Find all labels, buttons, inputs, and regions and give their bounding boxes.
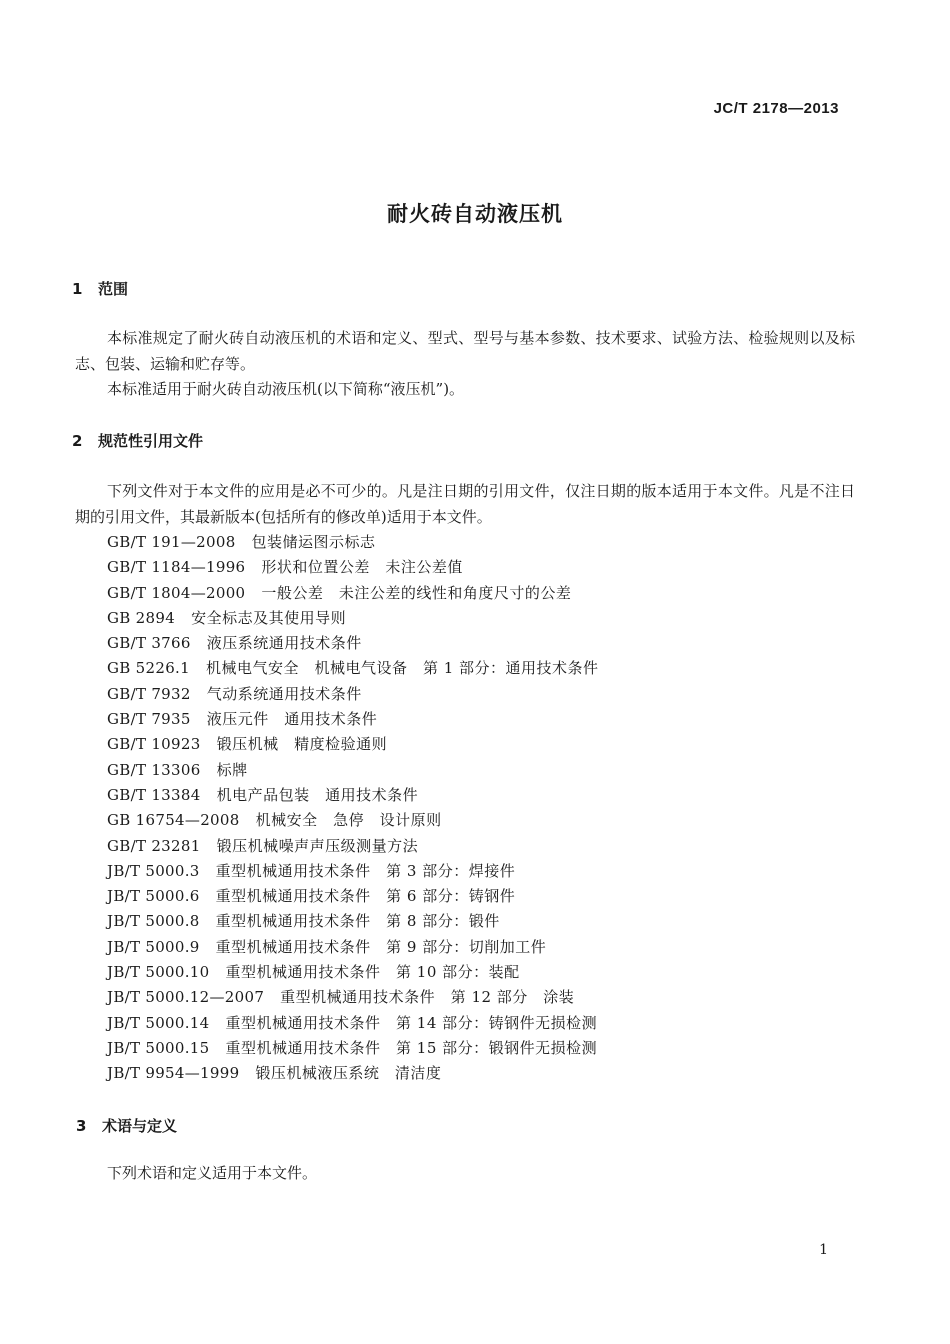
reference-code: GB/T 10923 [107, 735, 201, 754]
reference-item [107, 707, 599, 732]
reference-item [107, 960, 599, 985]
reference-title: 重型机械通用技术条件 第 10 部分：装配 [225, 963, 520, 982]
section-heading-scope [72, 278, 128, 299]
section-heading-terms-definitions [76, 1115, 177, 1136]
section-number: 1 [72, 280, 83, 298]
reference-code: GB/T 3766 [107, 634, 191, 653]
reference-code: GB/T 23281 [107, 836, 201, 855]
page-number: 1 [819, 1242, 828, 1258]
reference-title: 重型机械通用技术条件 第 6 部分：铸钢件 [215, 887, 516, 906]
reference-title: 重型机械通用技术条件 第 9 部分：切削加工件 [215, 937, 547, 956]
reference-code: JB/T 5000.8 [107, 912, 200, 931]
reference-code: JB/T 5000.12—2007 [107, 988, 265, 1007]
reference-item [107, 909, 599, 934]
reference-title: 液压系统通用技术条件 [206, 634, 362, 653]
reference-code: GB/T 7932 [107, 684, 191, 703]
reference-code: GB/T 13384 [107, 785, 201, 804]
reference-code: JB/T 5000.3 [107, 861, 200, 880]
reference-title: 重型机械通用技术条件 第 3 部分：焊接件 [215, 861, 516, 880]
reference-item [107, 631, 599, 656]
reference-item [107, 859, 599, 884]
reference-item [107, 530, 599, 555]
section-title: 术语与定义 [102, 1117, 178, 1135]
section-title: 规范性引用文件 [98, 432, 204, 450]
reference-title: 重型机械通用技术条件 第 14 部分：铸钢件无损检测 [225, 1013, 598, 1032]
reference-code: GB/T 13306 [107, 760, 201, 779]
reference-title: 液压元件 通用技术条件 [206, 710, 378, 729]
paragraph: 本标准规定了耐火砖自动液压机的术语和定义、型式、型号与基本参数、技术要求、试验方法、检验规则以及标志、包装、运输和贮存等。 [75, 329, 855, 373]
reference-code: GB 2894 [107, 608, 176, 627]
reference-item [107, 1061, 599, 1086]
reference-title: 重型机械通用技术条件 第 12 部分 涂装 [280, 988, 575, 1007]
reference-item [107, 555, 599, 580]
reference-title: 机械电气安全 机械电气设备 第 1 部分：通用技术条件 [205, 659, 599, 678]
section-heading-normative-references [72, 430, 203, 451]
reference-title: 机电产品包装 通用技术条件 [216, 785, 419, 804]
reference-title: 安全标志及其使用导则 [191, 608, 347, 627]
reference-item [107, 581, 599, 606]
reference-title: 包装储运图示标志 [251, 533, 376, 551]
section-number: 3 [76, 1117, 87, 1135]
reference-code: JB/T 9954—1999 [107, 1064, 240, 1083]
reference-item [107, 656, 599, 681]
reference-item [107, 732, 599, 757]
reference-code: JB/T 5000.10 [107, 963, 210, 982]
paragraph: 本标准适用于耐火砖自动液压机(以下简称“液压机”)。 [107, 380, 465, 398]
reference-title: 机械安全 急停 设计原则 [255, 811, 442, 830]
reference-item [107, 808, 599, 833]
reference-code: JB/T 5000.9 [107, 937, 200, 956]
reference-item [107, 985, 599, 1010]
reference-code: GB/T 1184—1996 [107, 558, 246, 577]
reference-item [107, 1036, 599, 1061]
reference-title: 气动系统通用技术条件 [206, 684, 362, 703]
section-number: 2 [72, 432, 83, 450]
reference-code: GB/T 7935 [107, 710, 191, 729]
reference-title: 形状和位置公差 未注公差值 [261, 558, 463, 577]
reference-title: 一般公差 未注公差的线性和角度尺寸的公差 [261, 583, 572, 602]
reference-item [107, 758, 599, 783]
reference-code: GB 16754—2008 [107, 811, 240, 830]
paragraph: 下列术语和定义适用于本文件。 [107, 1164, 318, 1182]
section-title: 范围 [98, 280, 129, 298]
reference-title: 重型机械通用技术条件 第 8 部分：锻件 [215, 912, 500, 931]
reference-item [107, 682, 599, 707]
reference-code: JB/T 5000.15 [107, 1038, 210, 1057]
reference-item [107, 834, 599, 859]
reference-item [107, 1011, 599, 1036]
reference-item [107, 884, 599, 909]
reference-list [107, 530, 599, 1087]
reference-code: GB/T 1804—2000 [107, 583, 246, 602]
paragraph: 下列文件对于本文件的应用是必不可少的。凡是注日期的引用文件，仅注日期的版本适用于本文件。凡是不注日期的引用文件，其最新版本(包括所有的修改单)适用于本文件。 [75, 482, 855, 526]
reference-code: JB/T 5000.6 [107, 887, 200, 906]
reference-title: 锻压机械 精度检验通则 [216, 735, 388, 754]
reference-title: 标牌 [216, 760, 248, 779]
reference-title: 重型机械通用技术条件 第 15 部分：锻钢件无损检测 [225, 1038, 598, 1057]
reference-code: JB/T 5000.14 [107, 1013, 210, 1032]
reference-title: 锻压机械液压系统 清洁度 [255, 1064, 442, 1083]
standard-code: JC/T 2178—2013 [713, 100, 839, 117]
document-title: 耐火砖自动液压机 [387, 202, 563, 226]
reference-item [107, 606, 599, 631]
reference-title: 锻压机械噪声声压级测量方法 [216, 836, 419, 855]
reference-code: GB 5226.1 [107, 659, 190, 678]
reference-item [107, 935, 599, 960]
reference-code: GB/T 191—2008 [107, 533, 236, 551]
reference-item [107, 783, 599, 808]
